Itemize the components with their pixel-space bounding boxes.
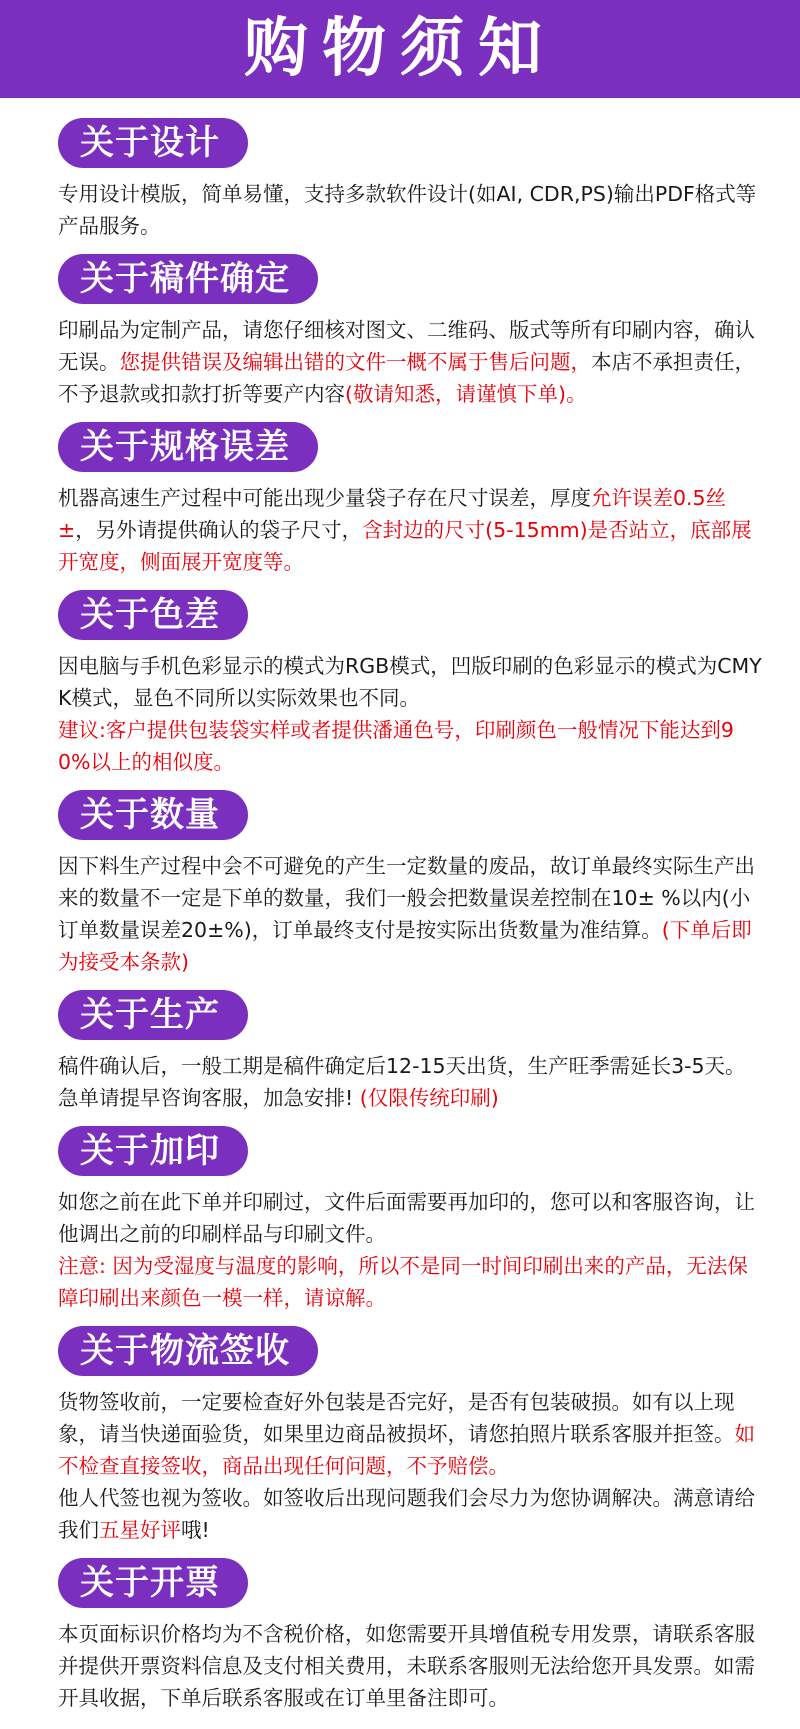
body-text: 机器高速生产过程中可能出现少量袋子存在尺寸误差，厚度 bbox=[58, 486, 591, 510]
highlight-text: 建议:客户提供包装袋实样或者提供潘通色号，印刷颜色一般情况下能达到90%以上的相似度。 bbox=[58, 718, 734, 774]
notice-section bbox=[58, 422, 762, 578]
section-heading: 关于稿件确定 bbox=[58, 254, 318, 304]
section-heading: 关于色差 bbox=[58, 590, 248, 640]
section-paragraph bbox=[58, 1050, 762, 1114]
highlight-text: 五星好评 bbox=[99, 1518, 181, 1542]
body-text: 专用设计模版，简单易懂，支持多款软件设计(如AI, CDR,PS)输出PDF格式等产品服务。 bbox=[58, 182, 757, 238]
body-text: 印刷品为定制产品，请您仔细核对图文、二维码、版式等所有印刷内容，确认无误。 bbox=[58, 318, 755, 374]
body-text: 如您之前在此下单并印刷过，文件后面需要再加印的，您可以和客服咨询，让他调出之前的印刷样品与印刷文件。 bbox=[58, 1190, 755, 1246]
highlight-text: 如不检查直接签收，商品出现任何问题，不予赔偿。 bbox=[58, 1422, 755, 1478]
highlight-text: (下单后即为接受本条款) bbox=[58, 918, 752, 974]
section-heading: 关于物流签收 bbox=[58, 1326, 318, 1376]
body-text: 本店不承担责任，不予退款或扣款打折等要产内容 bbox=[58, 350, 755, 406]
section-paragraph bbox=[58, 314, 762, 410]
notice-content bbox=[0, 98, 800, 1714]
section-heading: 关于设计 bbox=[58, 118, 248, 168]
notice-section bbox=[58, 1558, 762, 1714]
page-header bbox=[0, 0, 800, 98]
notice-section bbox=[58, 1126, 762, 1314]
section-paragraph bbox=[58, 178, 762, 242]
section-paragraph bbox=[58, 714, 762, 778]
section-heading: 关于开票 bbox=[58, 1558, 248, 1608]
highlight-text: 您提供错误及编辑出错的文件一概不属于售后问题， bbox=[119, 350, 591, 374]
body-text: 因电脑与手机色彩显示的模式为RGB模式，凹版印刷的色彩显示的模式为CMYK模式，显色不同所以实际效果也不同。 bbox=[58, 654, 762, 710]
highlight-text: 注意: 因为受湿度与温度的影响，所以不是同一时间印刷出来的产品，无法保障印刷出来颜色一模一样，请谅解。 bbox=[58, 1254, 748, 1310]
section-paragraph bbox=[58, 1482, 762, 1546]
highlight-text: 允许误差0.5丝± bbox=[58, 486, 727, 542]
body-text: 货物签收前，一定要检查好外包装是否完好，是否有包装破损。如有以上现象，请当快递面验货，如果里边商品被损坏，请您拍照片联系客服并拒签。 bbox=[58, 1390, 735, 1446]
body-text: ，另外请提供确认的袋子尺寸， bbox=[75, 518, 363, 542]
section-paragraph bbox=[58, 482, 762, 578]
notice-section bbox=[58, 990, 762, 1114]
notice-section bbox=[58, 590, 762, 778]
section-paragraph bbox=[58, 850, 762, 978]
notice-section bbox=[58, 118, 762, 242]
section-paragraph bbox=[58, 1186, 762, 1250]
section-heading: 关于生产 bbox=[58, 990, 248, 1040]
body-text: 本页面标识价格均为不含税价格，如您需要开具增值税专用发票，请联系客服并提供开票资料信息及支付相关费用，未联系客服则无法给您开具发票。如需开具收据，下单后联系客服或在订单里备注即可。 bbox=[58, 1622, 755, 1710]
section-heading: 关于规格误差 bbox=[58, 422, 318, 472]
body-text: 稿件确认后，一般工期是稿件确定后12-15天出货，生产旺季需延长3-5天。急单请提早咨询客服，加急安排! bbox=[58, 1054, 746, 1110]
notice-section bbox=[58, 790, 762, 978]
section-paragraph bbox=[58, 1386, 762, 1482]
section-heading: 关于数量 bbox=[58, 790, 248, 840]
body-text: 哦! bbox=[181, 1518, 210, 1542]
notice-section bbox=[58, 254, 762, 410]
section-paragraph bbox=[58, 650, 762, 714]
section-heading: 关于加印 bbox=[58, 1126, 248, 1176]
notice-section bbox=[58, 1326, 762, 1546]
highlight-text: 含封边的尺寸(5-15mm)是否站立，底部展开宽度，侧面展开宽度等。 bbox=[58, 518, 752, 574]
body-text: 他人代签也视为签收。如签收后出现问题我们会尽力为您协调解决。满意请给我们 bbox=[58, 1486, 755, 1542]
section-paragraph bbox=[58, 1250, 762, 1314]
highlight-text: (敬请知悉，请谨慎下单)。 bbox=[345, 382, 587, 406]
section-paragraph bbox=[58, 1618, 762, 1714]
body-text: 因下料生产过程中会不可避免的产生一定数量的废品，故订单最终实际生产出来的数量不一定是下单的数量，我们一般会把数量误差控制在10± %以内(小订单数量误差20±%)，订单最终支付是按实际出货数量为准结算。 bbox=[58, 854, 755, 942]
page-title: 购物须知 bbox=[244, 12, 556, 86]
highlight-text: (仅限传统印刷) bbox=[359, 1086, 499, 1110]
